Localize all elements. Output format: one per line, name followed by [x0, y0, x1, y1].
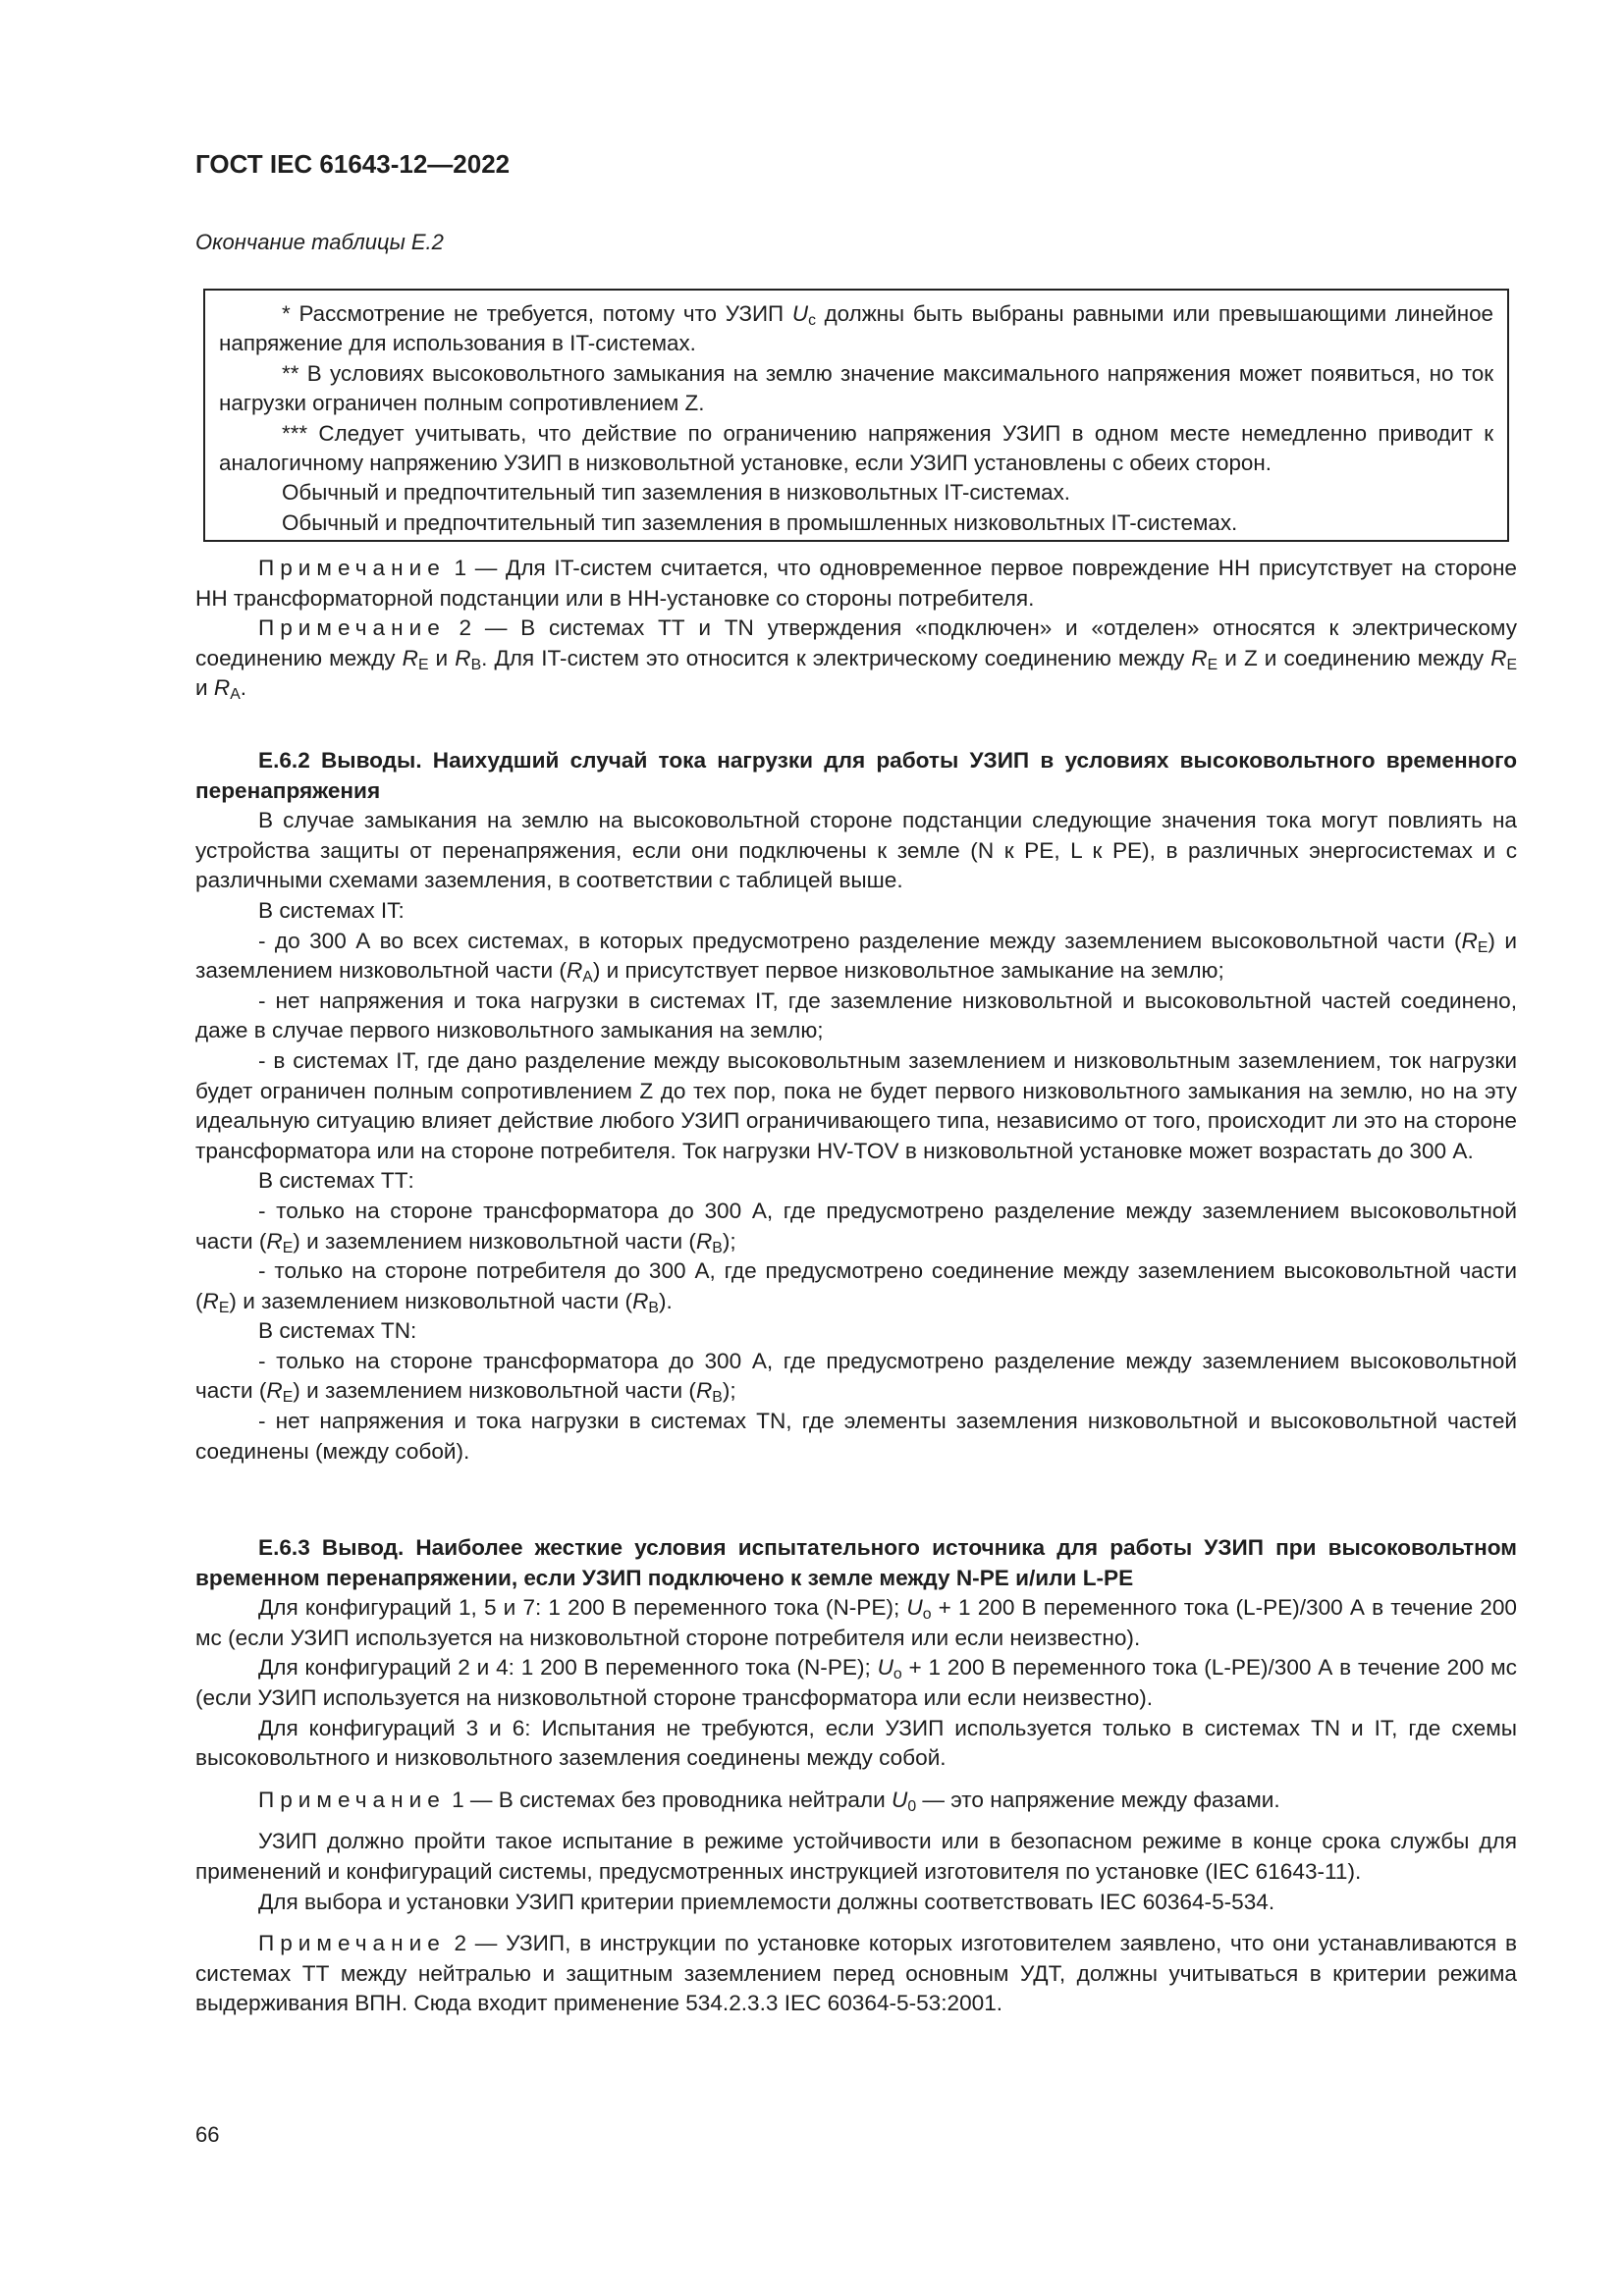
list-item: - нет напряжения и тока нагрузки в системах TN, где элементы заземления низковольтной и высоковольтной частей соединены (между собой). — [195, 1409, 1517, 1464]
note-1: Примечание 1 — Для IT-систем считается, что одновременное первое повреждение НН присутствует на стороне НН трансформаторной подстанции или в НН-установке со стороны потребителя. — [195, 556, 1517, 611]
note-2: Примечание 2 — В системах ТТ и TN утверждения «подключен» и «отделен» относятся к электрическому соединению между $R_E$ и $R_B$. Для IT-систем это относится к электрическому соединению между $R_E$ и Z и соединению между $R_E$ и $R_A$. — [195, 615, 1517, 704]
paragraph: Для конфигураций 2 и 4: 1 200 В переменного тока (N-PE); $U_o + 1$ 200 В переменного тока (L-PE)/300 А в течение 200 мс (если УЗИП используется на низковольтной стороне трансформатора или если неизвестно). — [195, 1655, 1517, 1710]
paragraph: В случае замыкания на землю на высоковольтной стороне подстанции следующие значения тока могут повлиять на устройства защиты от перенапряжения, если они подключены к земле (N к РЕ, L к РЕ), в различных энергосистемах и с различными схемами заземления, в соответствии с таблицей выше. — [195, 808, 1517, 893]
table-footnote-2: ** В условиях высоковольтного замыкания на землю значение максимального напряжения может появиться, но ток нагрузки ограничен полным сопротивлением Z. — [219, 360, 1493, 416]
section-e63-heading: Е.6.3 Вывод. Наиболее жесткие условия испытательного источника для работы УЗИП при высоковольтном временном перенапряжении, если УЗИП подключено к земле между N-PE и/или L-PE — [195, 1535, 1517, 1590]
list-item: - нет напряжения и тока нагрузки в системах IT, где заземление низковольтной и высоковольтной частей соединено, даже в случае первого низковольтного замыкания на землю; — [195, 988, 1517, 1043]
list-item: - в системах IT, где дано разделение между высоковольтным заземлением и низковольтным заземлением, ток нагрузки будет ограничен полным сопротивлением Z до тех пор, пока не будет первого низковольтного замыкания на землю, но на эту идеальную ситуацию влияет действие любого УЗИП ограничивающего типа, независимо от того, происходит ли это на стороне трансформатора или на стороне потребителя. Ток нагрузки HV-TOV в низковольтной установке может возрастать до 300 А. — [195, 1047, 1517, 1163]
list-item: - только на стороне трансформатора до 300 А, где предусмотрено разделение между заземлением высоковольтной части $(R_E)$ и заземлением низковольтной части $(R_B)$; — [195, 1198, 1517, 1256]
section-e63 — [195, 1533, 1517, 2019]
systems-it-title: В системах IT: — [258, 897, 405, 923]
list-item: - только на стороне потребителя до 300 А, где предусмотрено соединение между заземлением высоковольтной части $(R_E)$ и заземлением низковольтной части $(R_B)$. — [195, 1258, 1517, 1316]
section-e62 — [195, 746, 1517, 1467]
document-header: ГОСТ IEC 61643-12—2022 — [195, 149, 511, 179]
systems-tn-title: В системах TN: — [258, 1318, 417, 1344]
list-item: - только на стороне трансформатора до 300 А, где предусмотрено разделение между заземлением высоковольтной части $(R_E)$ и заземлением низковольтной части $(R_B)$; — [195, 1348, 1517, 1407]
table-continuation-caption: Окончание таблицы Е.2 — [195, 230, 444, 254]
list-item: - до 300 А во всех системах, в которых предусмотрено разделение между заземлением высоковольтной части $(R_E)$ и заземлением низковольтной части $(R_A)$ и присутствует первое низковольтное замыкание на землю; — [195, 928, 1517, 987]
notes-block — [195, 554, 1517, 704]
page-number: 66 — [195, 2122, 220, 2147]
systems-tt-title: В системах ТТ: — [258, 1168, 414, 1194]
section-e62-heading: Е.6.2 Выводы. Наихудший случай тока нагрузки для работы УЗИП в условиях высоковольтного временного перенапряжения — [195, 748, 1517, 803]
paragraph: Для конфигураций 3 и 6: Испытания не требуются, если УЗИП используется только в системах TN и IT, где схемы высоковольтного и низковольтного заземления соединены между собой. — [195, 1715, 1517, 1771]
paragraph: УЗИП должно пройти такое испытание в режиме устойчивости или в безопасном режиме в конце срока службы для применений и конфигураций системы, предусмотренных инструкцией изготовителя по установке (IEC 61643-11). — [195, 1829, 1517, 1884]
note-1-e63: Примечание 1 — В системах без проводника нейтрали $U_0$ — это напряжение между фазами. — [258, 1787, 1280, 1815]
paragraph: Для конфигураций 1, 5 и 7: 1 200 В переменного тока (N-PE); $U_o + 1$ 200 В переменного тока (L-PE)/300 А в течение 200 мс (если УЗИП используется на низковольтной стороне потребителя или если неизвестно). — [195, 1595, 1517, 1650]
table-footnote-3: *** Следует учитывать, что действие по ограничению напряжения УЗИП в одном месте немедленно приводит к аналогичному напряжению УЗИП в низковольтной установке, если УЗИП установлены с обеих сторон. — [219, 420, 1493, 476]
table-footnote-1: * Рассмотрение не требуется, потому что УЗИП $U_c$ должны быть выбраны равными или превышающими линейное напряжение для использования в IT-системах. — [219, 301, 1493, 356]
table-footnote-5: Обычный и предпочтительный тип заземления в промышленных низковольтных IT-системах. — [282, 509, 1238, 535]
table-footnotes-box — [203, 289, 1509, 542]
table-footnote-4: Обычный и предпочтительный тип заземления в низковольтных IT-системах. — [282, 480, 1071, 506]
note-2-e63: Примечание 2 — УЗИП, в инструкции по установке которых изготовителем заявлено, что они устанавливаются в системах ТТ между нейтралью и защитным заземлением перед основным УДТ, должны учитываться в критерии режима выдерживания ВПН. Сюда входит применение 534.2.3.3 IEC 60364-5-53:2001. — [195, 1931, 1517, 2016]
paragraph: Для выбора и установки УЗИП критерии приемлемости должны соответствовать IEC 60364-5-534. — [258, 1889, 1275, 1914]
